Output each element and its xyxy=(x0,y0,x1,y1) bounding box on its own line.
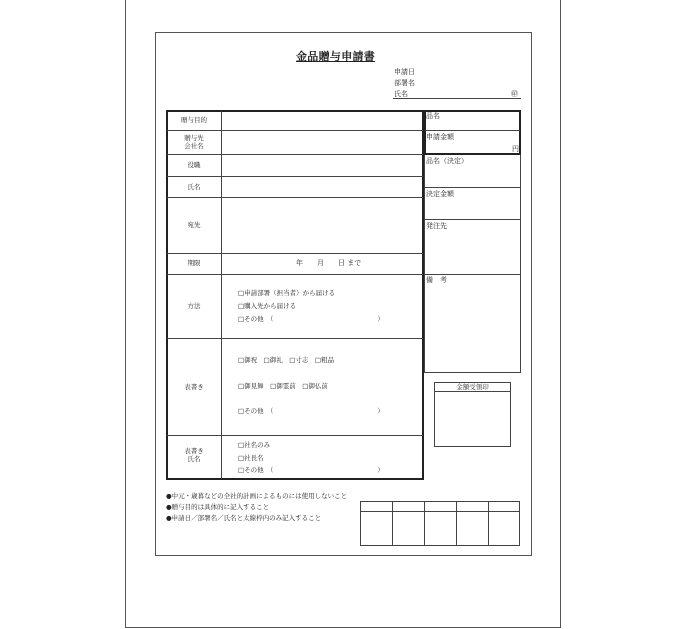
col-line xyxy=(488,501,489,546)
row-line xyxy=(167,274,423,275)
amount-label: 申請金額 xyxy=(426,133,454,141)
row-line xyxy=(424,219,521,220)
row-line xyxy=(167,154,423,155)
row-line xyxy=(167,176,423,177)
row-line xyxy=(424,187,521,188)
noshi-option[interactable]: □その他 （ ） xyxy=(238,407,384,415)
name-underline xyxy=(393,98,521,99)
yen-label: 円 xyxy=(512,145,519,153)
dept-label: 部署名 xyxy=(394,79,415,87)
method-option[interactable]: □購入先から届ける xyxy=(238,302,297,310)
col-line xyxy=(456,501,457,546)
deadline-value: 年 月 日 まで xyxy=(296,259,362,267)
noshi-label: 表書き xyxy=(184,383,204,391)
company-label: 贈与先 会社名 xyxy=(184,134,204,150)
col-line xyxy=(424,501,425,546)
person-label: 氏名 xyxy=(187,183,201,191)
row-line xyxy=(424,274,521,275)
row-line xyxy=(360,511,520,512)
row-line xyxy=(167,253,423,254)
method-option[interactable]: □その他 （ ） xyxy=(238,315,384,323)
note-item: ●中元・歳暮などの全社的計画によるものには使用しないこと xyxy=(166,492,348,500)
order-to-label: 発注先 xyxy=(426,222,447,230)
receipt-seal-label: 金額受領印 xyxy=(456,383,489,391)
noshi-name-option[interactable]: □社長名 xyxy=(238,454,264,462)
noshi-name-label: 表書き 氏名 xyxy=(184,447,204,463)
form-title: 金品贈与申請書 xyxy=(296,50,376,63)
note-item: ●申請日／部署名／氏名と太線枠内のみ記入すること xyxy=(166,514,322,522)
row-line xyxy=(167,130,423,131)
amount-decided-label: 決定金額 xyxy=(426,190,454,198)
item-decided-label: 品名（決定） xyxy=(426,157,468,165)
label-divider xyxy=(221,111,222,479)
noshi-option[interactable]: □御見舞 □御霊前 □御仏前 xyxy=(238,382,328,390)
method-option[interactable]: □申請部署（担当者）から届ける xyxy=(238,289,336,297)
name-label: 氏名 xyxy=(394,90,408,98)
date-label: 申請日 xyxy=(394,68,415,76)
row-line xyxy=(434,391,511,392)
seal-mark: ㊞ xyxy=(511,90,518,98)
row-line xyxy=(167,338,423,339)
noshi-name-option[interactable]: □その他 （ ） xyxy=(238,466,384,474)
row-line xyxy=(425,130,520,131)
deadline-label: 期限 xyxy=(187,259,201,267)
position-label: 役職 xyxy=(187,161,201,169)
address-label: 宛先 xyxy=(187,221,201,229)
remarks-label: 備 考 xyxy=(426,276,447,284)
note-item: ●贈与目的は具体的に記入すること xyxy=(166,503,270,511)
purpose-label: 贈与目的 xyxy=(181,116,207,124)
col-line xyxy=(392,501,393,546)
noshi-name-option[interactable]: □社名のみ xyxy=(238,441,271,449)
row-line xyxy=(167,435,423,436)
item-label: 品名 xyxy=(426,112,440,120)
method-label: 方法 xyxy=(187,302,201,310)
noshi-option[interactable]: □御祝 □御礼 □寸志 □粗品 xyxy=(238,356,335,364)
row-line xyxy=(167,197,423,198)
stamp-grid xyxy=(360,501,520,546)
